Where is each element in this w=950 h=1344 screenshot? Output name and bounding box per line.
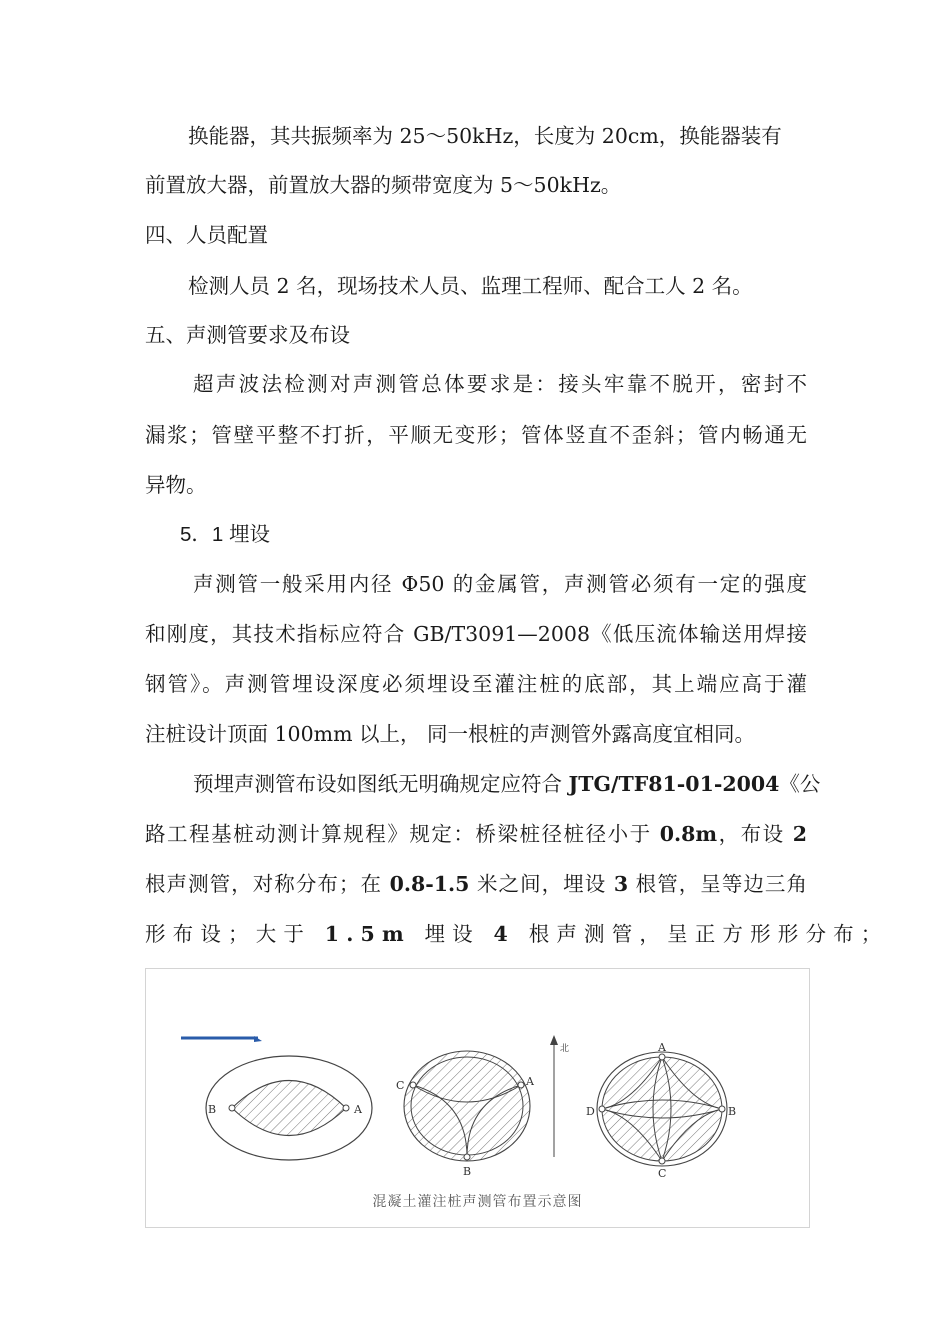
heading-sound-tube: 五、声测管要求及布设 xyxy=(145,323,350,347)
label-three-c: C xyxy=(396,1079,405,1092)
heading-personnel: 四、人员配置 xyxy=(145,223,268,247)
label-three-b: B xyxy=(463,1165,472,1178)
three-tube-diagram xyxy=(396,1051,535,1178)
figure-caption: 混凝土灌注桩声测管布置示意图 xyxy=(372,1194,583,1210)
para4-line3: 钢管》。声测管埋设深度必须埋设至灌注桩的底部，其上端应高于灌 xyxy=(145,672,807,696)
para4-line1: 声测管一般采用内径 Φ50 的金属管，声测管必须有一定的强度 xyxy=(193,572,807,596)
para4-line4: 注桩设计顶面 100mm 以上， 同一根桩的声测管外露高度宜相同。 xyxy=(145,722,756,746)
label-two-left: B xyxy=(208,1103,217,1116)
para5-line3: 根声测管，对称分布；在 0.8-1.5 米之间，埋设 3 根管，呈等边三角 xyxy=(145,872,807,896)
layout-diagram xyxy=(146,969,809,1227)
label-four-top: A xyxy=(658,1041,666,1054)
label-two-right: A xyxy=(354,1103,362,1116)
para2-personnel: 检测人员 2 名，现场技术人员、监理工程师、配合工人 2 名。 xyxy=(188,274,753,298)
para4-line2: 和刚度，其技术指标应符合 GB/T3091—2008《低压流体输送用焊接 xyxy=(145,622,807,646)
north-label: 北 xyxy=(560,1044,570,1054)
heading-5-1: 5．1 埋设 xyxy=(180,523,270,546)
para5-line2: 路工程基桩动测计算规程》规定：桥梁桩径桩径小于 0.8m，布设 2 xyxy=(145,822,807,846)
sound-tube-layout-figure xyxy=(145,968,810,1228)
para1-line1: 换能器，其共振频率为 25～50kHz，长度为 20cm，换能器装有 xyxy=(188,124,782,148)
para5-line1: 预埋声测管布设如图纸无明确规定应符合 JTG/TF81-01-2004《公 xyxy=(193,772,821,796)
para3-line3: 异物。 xyxy=(145,473,207,497)
para1-line2: 前置放大器，前置放大器的频带宽度为 5～50kHz。 xyxy=(145,173,622,197)
four-tube-diagram xyxy=(586,1041,736,1180)
north-arrow xyxy=(550,1035,569,1157)
label-four-right: B xyxy=(728,1105,737,1118)
two-tube-diagram xyxy=(206,1056,372,1160)
label-four-left: D xyxy=(586,1105,595,1118)
label-three-a: A xyxy=(526,1075,534,1088)
para5-line4: 形布设；大于 1.5m 埋设 4 根声测管，呈正方形形分布； xyxy=(145,922,889,946)
blue-marker-line xyxy=(181,1036,262,1042)
para3-line1: 超声波法检测对声测管总体要求是：接头牢靠不脱开，密封不 xyxy=(193,372,807,396)
para3-line2: 漏浆；管壁平整不打折，平顺无变形；管体竖直不歪斜；管内畅通无 xyxy=(145,423,807,447)
label-four-bottom: C xyxy=(658,1167,667,1180)
